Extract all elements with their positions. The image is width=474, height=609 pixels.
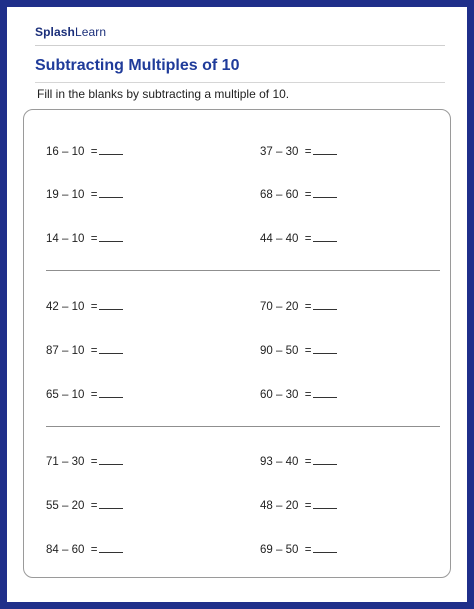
problem-right (260, 343, 337, 357)
problem-left (46, 498, 123, 512)
answer-blank[interactable] (313, 231, 337, 242)
problem-right (260, 299, 337, 313)
problem-text: 90 – 50 = (260, 345, 312, 357)
instruction-text: Fill in the blanks by subtracting a multiple of 10. (37, 87, 290, 101)
problem-right (260, 144, 337, 158)
answer-blank[interactable] (99, 299, 123, 310)
answer-blank[interactable] (313, 387, 337, 398)
problem-text: 48 – 20 = (260, 500, 312, 512)
section-divider (46, 426, 440, 427)
problem-row (24, 387, 450, 407)
problem-left (46, 454, 123, 468)
problem-text: 87 – 10 = (46, 345, 98, 357)
answer-blank[interactable] (99, 144, 123, 155)
problem-row (24, 299, 450, 319)
problem-text: 55 – 20 = (46, 500, 98, 512)
answer-blank[interactable] (313, 542, 337, 553)
brand-logo (35, 25, 106, 39)
worksheet-sheet (7, 7, 467, 602)
problems-panel (23, 109, 451, 578)
answer-blank[interactable] (99, 231, 123, 242)
problem-text: 19 – 10 = (46, 189, 98, 201)
header-divider (35, 45, 445, 46)
answer-blank[interactable] (99, 454, 123, 465)
problem-right (260, 454, 337, 468)
answer-blank[interactable] (313, 187, 337, 198)
problem-text: 69 – 50 = (260, 544, 312, 556)
problem-row (24, 231, 450, 251)
answer-blank[interactable] (313, 454, 337, 465)
answer-blank[interactable] (99, 343, 123, 354)
problem-row (24, 187, 450, 207)
problem-left (46, 343, 123, 357)
answer-blank[interactable] (99, 498, 123, 509)
answer-blank[interactable] (313, 343, 337, 354)
answer-blank[interactable] (313, 498, 337, 509)
problem-left (46, 299, 123, 313)
problem-text: 65 – 10 = (46, 389, 98, 401)
problem-text: 71 – 30 = (46, 456, 98, 468)
problem-section (24, 136, 450, 268)
problem-text: 93 – 40 = (260, 456, 312, 468)
problem-row (24, 343, 450, 363)
answer-blank[interactable] (99, 387, 123, 398)
problem-row (24, 498, 450, 518)
problem-text: 42 – 10 = (46, 301, 98, 313)
brand-name-bold: Splash (35, 25, 75, 39)
problem-row (24, 144, 450, 164)
problem-left (46, 387, 123, 401)
problem-left (46, 231, 123, 245)
problem-right (260, 387, 337, 401)
problem-text: 14 – 10 = (46, 233, 98, 245)
problem-left (46, 144, 123, 158)
problem-text: 60 – 30 = (260, 389, 312, 401)
problem-section (24, 292, 450, 424)
problem-text: 70 – 20 = (260, 301, 312, 313)
section-divider (46, 270, 440, 271)
problem-text: 37 – 30 = (260, 146, 312, 158)
title-divider (35, 82, 445, 83)
problem-text: 16 – 10 = (46, 146, 98, 158)
problem-right (260, 231, 337, 245)
answer-blank[interactable] (313, 144, 337, 155)
problem-row (24, 542, 450, 562)
brand-name-light: Learn (74, 25, 107, 39)
answer-blank[interactable] (99, 187, 123, 198)
problem-right (260, 187, 337, 201)
problem-text: 44 – 40 = (260, 233, 312, 245)
problem-left (46, 187, 123, 201)
problem-text: 68 – 60 = (260, 189, 312, 201)
problem-right (260, 542, 337, 556)
problem-left (46, 542, 123, 556)
answer-blank[interactable] (99, 542, 123, 553)
worksheet-title: Subtracting Multiples of 10 (35, 57, 240, 74)
answer-blank[interactable] (313, 299, 337, 310)
problem-row (24, 454, 450, 474)
problem-right (260, 498, 337, 512)
problem-section (24, 446, 450, 578)
problem-text: 84 – 60 = (46, 544, 98, 556)
